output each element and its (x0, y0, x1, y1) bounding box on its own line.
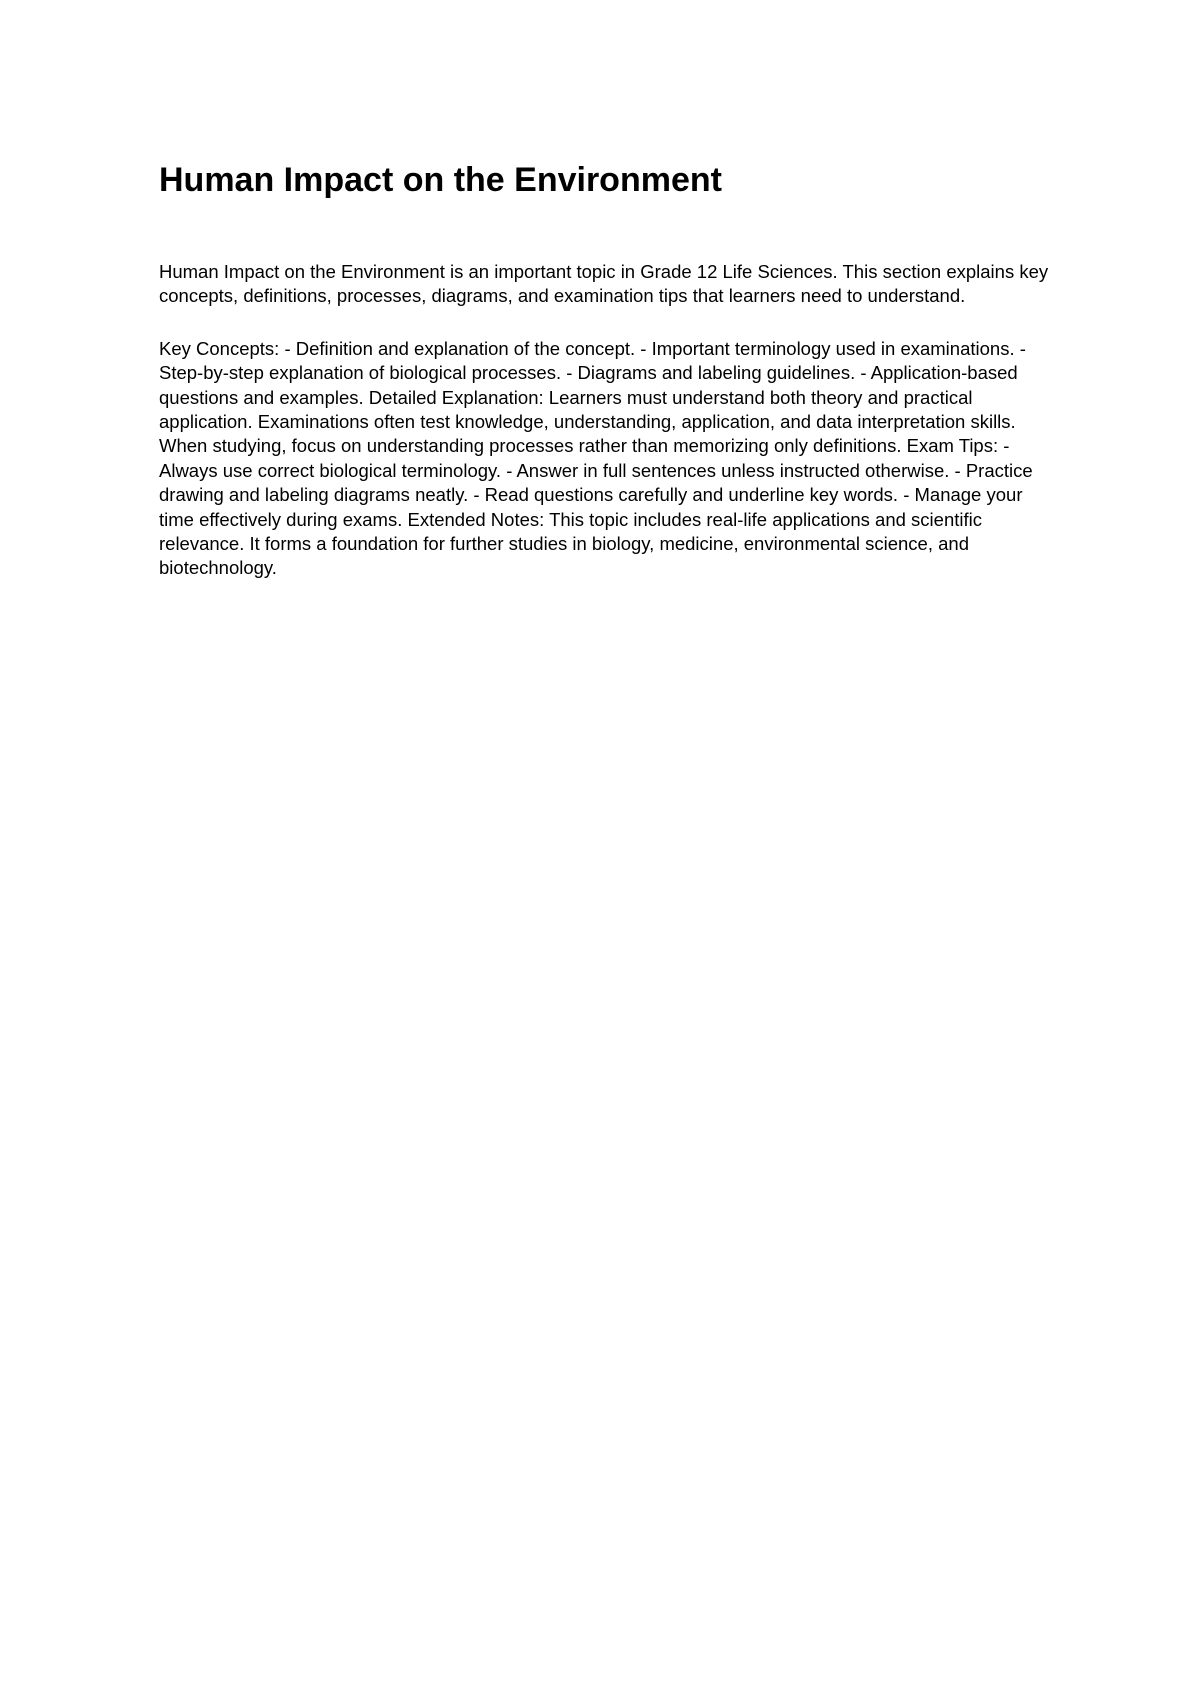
document-title: Human Impact on the Environment (159, 161, 722, 199)
intro-paragraph: Human Impact on the Environment is an important topic in Grade 12 Life Sciences. This section explains key concepts, definitions, processes, diagrams, and examination tips that learners need to understand. (159, 261, 1049, 307)
document-page (159, 158, 1059, 581)
body-paragraph: Key Concepts: - Definition and explanation of the concept. - Important terminology used in examinations. - Step-by-step explanation of biological processes. - Diagrams and labeling guidelines. - Application-based questions and examples. Detailed Explanation: Learners must understand both theory and practical application. Examinations often test knowledge, understanding, application, and data interpretation skills. When studying, focus on understanding processes rather than memorizing only definitions. Exam Tips: - Always use correct biological terminology. - Answer in full sentences unless instructed otherwise. - Practice drawing and labeling diagrams neatly. - Read questions carefully and underline key words. - Manage your time effectively during exams. Extended Notes: This topic includes real-life applications and scientific relevance. It forms a foundation for further studies in biology, medicine, environmental science, and biotechnology. (159, 337, 1033, 579)
